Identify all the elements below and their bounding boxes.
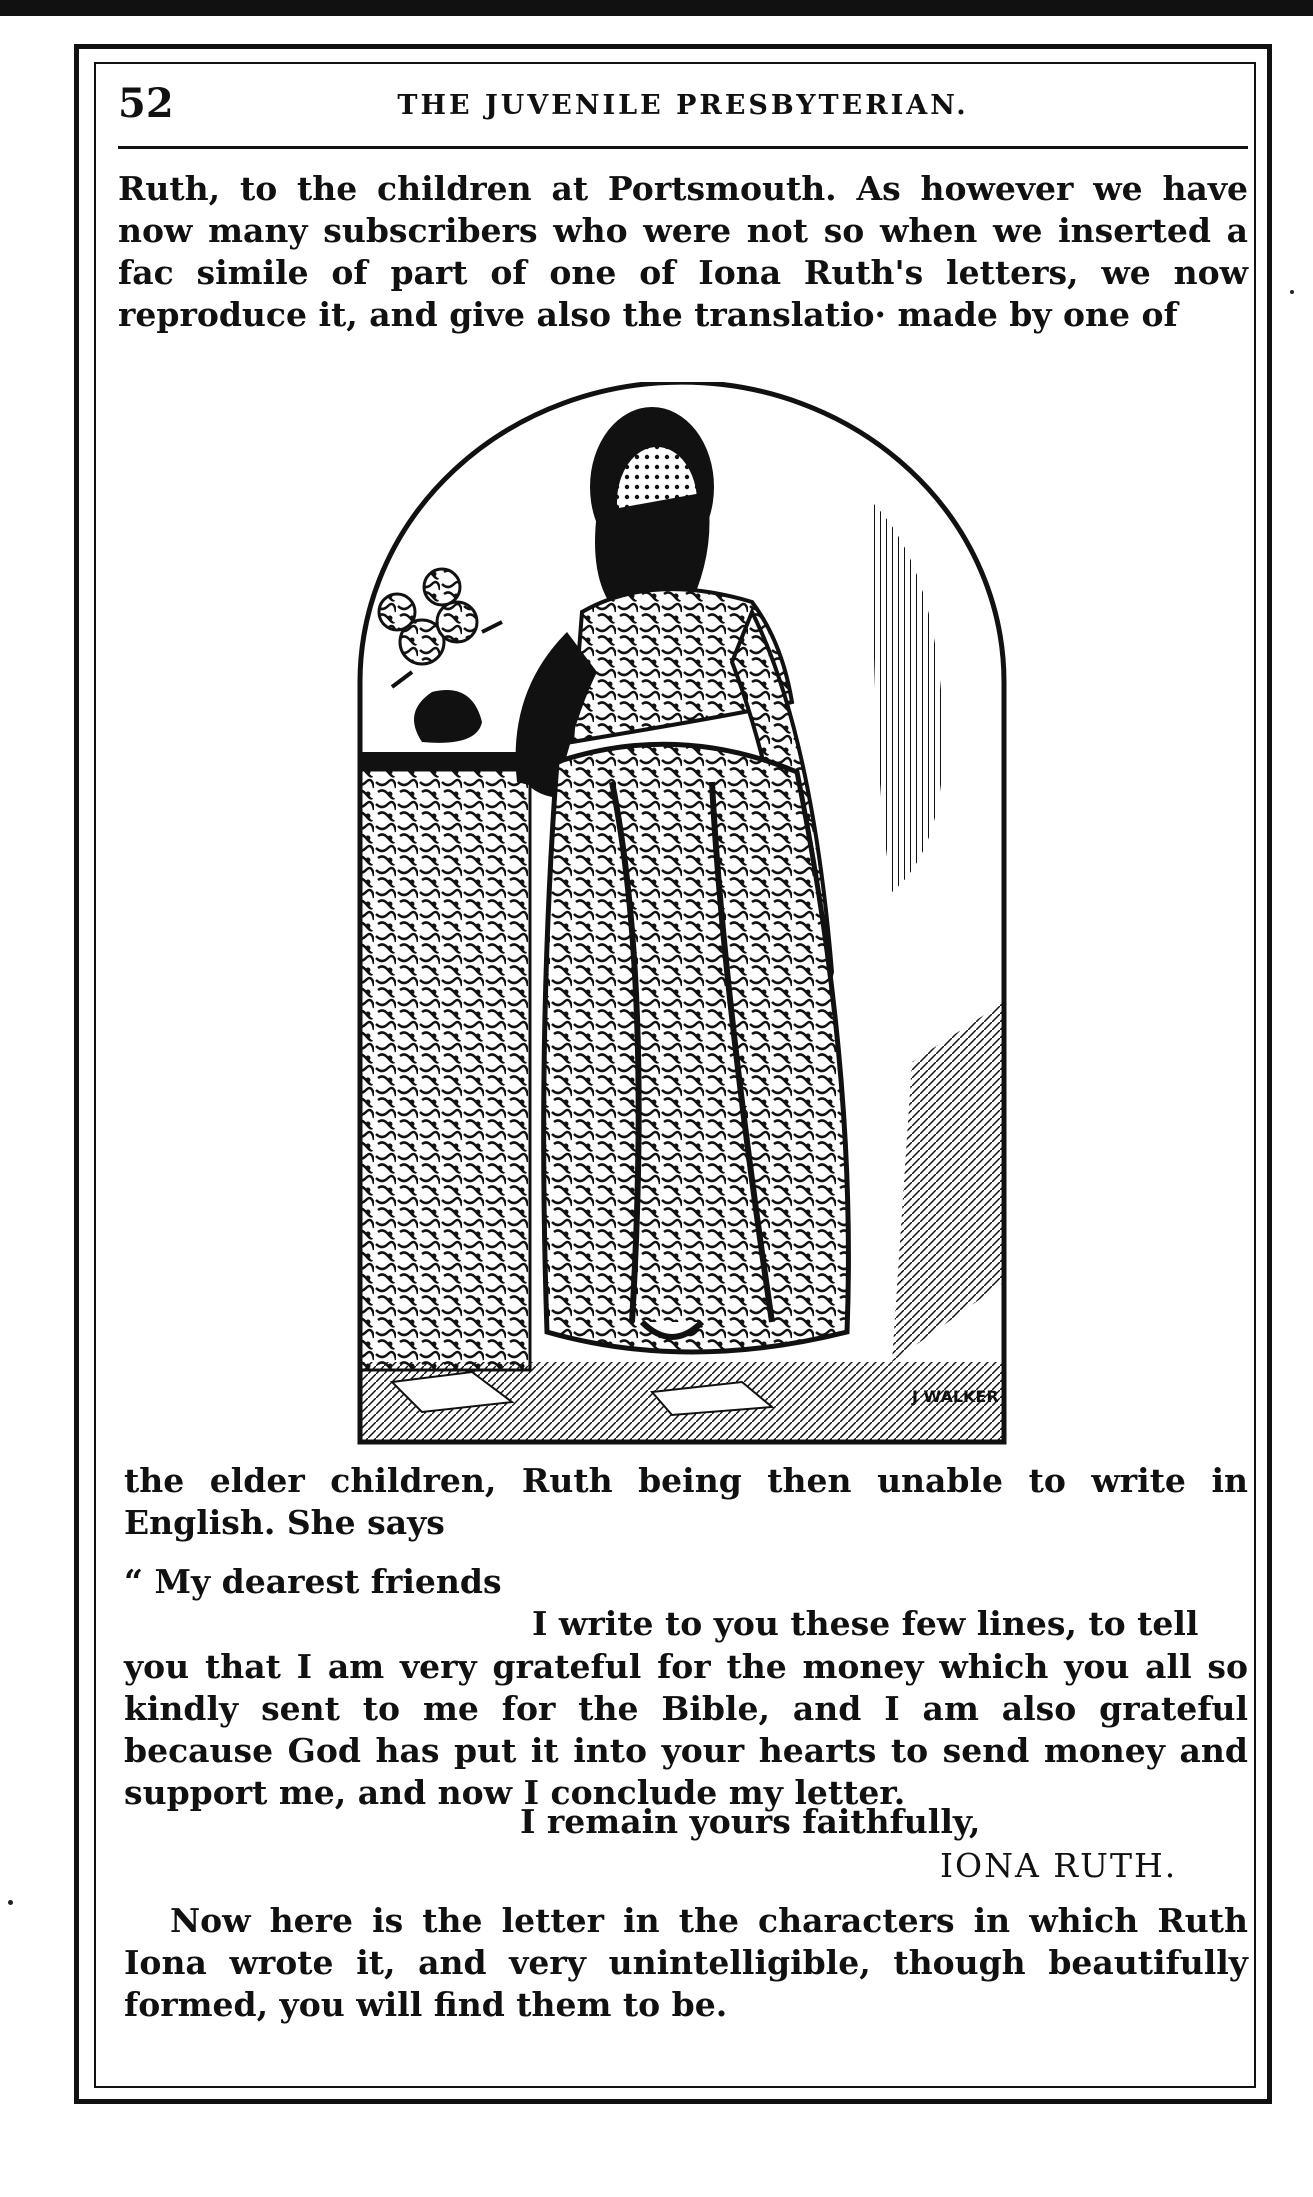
letter-greeting: “ My dearest friends bbox=[124, 1562, 502, 1601]
engraver-signature: J WALKER bbox=[912, 1387, 999, 1406]
engraving-figure bbox=[352, 382, 1012, 1452]
engraving-scene bbox=[352, 382, 1012, 1452]
letter-closing: I remain yours faithfully, bbox=[520, 1802, 981, 1841]
intro-paragraph: Ruth, to the children at Portsmouth. As however we have now many subscribers who were not so when we inserted a fac simile of part of one of Iona Ruth's letters, we now reproduce it, and give also the translatio· made by one of bbox=[118, 169, 1248, 334]
page-header bbox=[118, 72, 1248, 142]
engraving-illustration bbox=[352, 382, 1012, 1452]
letter-first-line: I write to you these few lines, to tell bbox=[532, 1604, 1199, 1643]
letter-signature: IONA RUTH. bbox=[940, 1846, 1178, 1885]
continuation-paragraph: the elder children, Ruth being then unable to write in English. She says bbox=[124, 1461, 1248, 1542]
running-title: THE JUVENILE PRESBYTERIAN. bbox=[397, 90, 969, 121]
scan-speck bbox=[1290, 290, 1294, 294]
closing-paragraph: Now here is the letter in the characters in which Ruth Iona wrote it, and very unintelligible, though beautifully formed, you will find them to be. bbox=[124, 1901, 1248, 2024]
page-number: 52 bbox=[118, 80, 174, 127]
scan-top-band bbox=[0, 0, 1313, 16]
scan-speck bbox=[8, 1900, 13, 1905]
header-rule bbox=[118, 146, 1248, 149]
letter-body: you that I am very grateful for the money which you all so kindly sent to me for the Bible, and I am also grateful because God has put it into your hearts to send money and support me, and now I conclude my letter. bbox=[124, 1647, 1248, 1812]
